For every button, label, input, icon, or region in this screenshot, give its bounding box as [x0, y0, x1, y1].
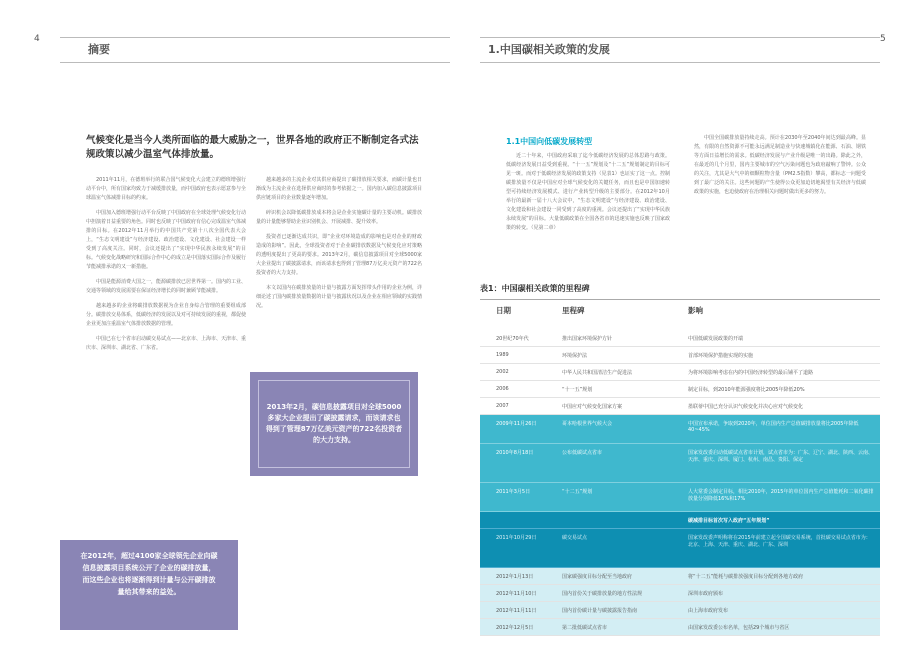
paragraph: 2011年11月，在德班举行的联合国气候变化大会建立的德班增强行动平台中，所有国家均致力于减缓排放量，而中国政府也表示愿意参与全球温室气体减排目标的约束。 [86, 177, 246, 201]
paragraph: 越来越多的主流企业对其供应商提出了碳排放相关要求，而碳计量也日渐成为主流企业在选择供应商时的参考依据之一。国内加入碳信息披露项目供应链项目的企业数量逐年增加。 [256, 177, 422, 201]
paragraph: 中国已在七个省市启动碳交易试点——北京市、上海市、天津市、重庆市、深圳市、湖北省、广东省。 [86, 336, 246, 351]
table-row [480, 347, 880, 364]
paragraph: 中国全国碳排放量持续走高。预计在2030年至2040年间达到最高峰。显然，有限的自然资源不可能永远满足制造业与快速城镇化在能源、石油、钢铁等方面日益增长的需求。低碳经济发展与产业升级是唯一的出路。除此之外，在最近的几个月里，国内主要城市的空气污染问题也为政府敲响了警钟。公众的关注，尤其是大气中的细颗粒物含量（PM2.5指数）攀高，都标志一问题受到了最广泛的关注。这些问题的产生使得公众更加迫切地渴望有关经济与低碳政策的实施，也迫使政府在治理相关问题时做出更多的努力。 [694, 135, 866, 195]
left-page [60, 0, 450, 655]
column-header-milestone: 里程碑 [562, 306, 585, 315]
paragraph: 本文以国内在碳排放量的计量与披露方面发挥带头作用的企业为例，详细论述了国内碳排放量数据的计量与披露状况以及企业在相应领域的实践情况。 [256, 285, 422, 309]
section-header [60, 37, 450, 63]
subsection-title: 1.1中国向低碳发展转型 [506, 137, 593, 146]
table-row [480, 330, 880, 347]
cell-impact: 为将环境影响考虑在内的中国经济转型的最后铺平了道路 [688, 370, 814, 376]
cell-date: 2009年11月26日 [496, 421, 537, 427]
callout-box-companies [60, 540, 238, 630]
cell-date: 2011年3月5日 [496, 489, 531, 495]
cell-date: 20世纪70年代 [496, 336, 529, 342]
table-row [480, 619, 880, 636]
cell-date: 2012年1月13日 [496, 574, 534, 580]
cell-date: 2012年12月5日 [496, 625, 534, 631]
cell-milestone: 国家碳强度目标分配至当地政府 [562, 574, 633, 580]
cell-impact: 深圳市政府颁布 [688, 591, 724, 597]
table-header [480, 300, 880, 330]
cell-date: 2012年11月10日 [496, 591, 537, 597]
cell-impact: 人大常委会制定目标，相比2010年，2015年的单位国内生产总值能耗和二氧化碳排放量分别降低16%和17% [688, 489, 874, 502]
table-row [480, 512, 880, 529]
table-row [480, 381, 880, 398]
cell-date: 2002 [496, 369, 509, 375]
cell-milestone: 碳交易试点 [562, 535, 588, 541]
table-row [480, 568, 880, 585]
paragraph: 投资者已逐渐达成共识，即“企业对环境造成的影响也是对企业的财政造成的影响”。因此，全球投资者对于企业碳排放数据及气候变化应对策略的透明度提出了更高的要求。2013年2月，碳信息披露项目对全球5000家大企业提出了碳披露请求，而该请求也得到了管理87万亿美元资产的722名投资者的大力支持。 [256, 234, 422, 276]
paragraph: 中国加入德班增强行动平台反映了中国政府在全球处理气候变化行动中担演着日益重要的角色。同时也反映了中国政府有信心完成温室气体减排的目标。在2012年11月举行的中国共产党第十八次全国代表大会上，“生态文明建设”与经济建设、政治建设、文化建设、社会建设一样受到了高度关注。同时，会议还提出了“实现中华民族永续发展”的目标。气候变化战略研究和国际合作中心的成立是中国落实国际合作及履行节能减排承诺的又一新措施。 [86, 210, 246, 270]
cell-impact: 墨联蒂中国已充分认识气候变化并决心应对气候变化 [688, 404, 804, 410]
table-title: 表1：中国碳相关政策的里程碑 [480, 283, 880, 300]
section-title: 1.中国碳相关政策的发展 [488, 43, 610, 56]
cell-date: 1989 [496, 352, 509, 358]
section-header [480, 37, 880, 63]
callout-box-investors [250, 372, 418, 476]
cell-impact: 国家发改委启动低碳试点省市计划，试点省市为：广东、辽宁、湖北、陕西、云南、天津、重庆、深圳、厦门、杭州、南昌、贵阳、保定 [688, 450, 874, 463]
paragraph: 越来越多的企业将碳排放数据视为企业自身综合管理的重要组成部分。碳排放交易体系，低碳经济的发展以及对可持续发展的重视，都促使企业更加注重温室气体排放数据的管理。 [86, 303, 246, 327]
cell-milestone: 中国应对气候变化国家方案 [562, 404, 623, 410]
paragraph: 中国是能源消费大国之一，能源碳排放已居世界第一。国内的工业、交通等领域的发展需要在保证经济增长的同时兼顾节能减排。 [86, 279, 246, 294]
section-title: 摘要 [88, 43, 110, 56]
cell-date: 2011年10月29日 [496, 535, 537, 541]
cell-impact-highlight: 碳减排目标首次写入政府“五年规划” [688, 518, 770, 524]
page-number-right: 5 [880, 34, 886, 44]
cell-impact: 由上海市政府发布 [688, 608, 729, 614]
callout-text: 在2012年，超过4100家全球领先企业向碳信息披露项目系统公开了企业的碳排放量，而这些企业也将逐渐得到计量与公开碳排放量给其带来的益处。 [80, 552, 218, 596]
table-row [480, 415, 880, 444]
paragraph: 碎识机会以降低碳排放成本将会是企业实施碳计量的主要动机。碳排放量的计量能够帮助企业识别机会、开展减排、提升效率。 [256, 210, 422, 225]
cell-milestone: 环境保护法 [562, 353, 588, 359]
cell-impact: 由国家发改委公布名单，包括29个城市与省区 [688, 625, 790, 631]
cell-impact: 中国低碳发展政策的开端 [688, 336, 744, 342]
table-row [480, 444, 880, 483]
cell-milestone: 国内首份关于碳排放量的地方性法规 [562, 591, 643, 597]
cell-date: 2007 [496, 403, 509, 409]
right-column-2 [694, 134, 866, 242]
cell-impact: 将“十二五”能耗与碳排放强度目标分配到各地方政府 [688, 574, 804, 580]
table-row [480, 483, 880, 512]
cell-date: 2012年11月11日 [496, 608, 537, 614]
cell-date: 2010年8月18日 [496, 450, 534, 456]
cell-milestone: 第二批低碳试点省市 [562, 625, 608, 631]
cell-milestone: 中华人民共和国清洁生产促进法 [562, 370, 633, 376]
cell-milestone: “十二五”规划 [562, 489, 593, 495]
cell-milestone: 国内首份碳计量与碳披露报告指南 [562, 608, 638, 614]
cell-impact: 制定目标，到2010年能源强度将比2005年降低20% [688, 387, 805, 393]
cell-milestone: “十一五”规划 [562, 387, 593, 393]
milestone-table [480, 330, 880, 636]
table-row [480, 602, 880, 619]
cell-milestone: 哥本哈根世界气候大会 [562, 421, 613, 427]
cell-milestone: 公布低碳试点省市 [562, 450, 603, 456]
cell-milestone: 推出国家环境保护方针 [562, 336, 613, 342]
cell-date: 2006 [496, 386, 509, 392]
column-header-date: 日期 [496, 306, 511, 315]
cell-impact: 国家发改委声明称将在2015年前建立起全国碳交易系统，首批碳交易试点省市为：北京、上海、天津、重庆、湖北、广东、深圳 [688, 535, 871, 548]
table-row [480, 585, 880, 602]
callout-text: 2013年2月，碳信息披露项目对全球5000多家大企业提出了碳披露请求，而该请求也得到了管理87万亿美元资产的722名投资者的大力支持。 [265, 403, 403, 444]
table-row [480, 364, 880, 381]
page-number-left: 4 [34, 34, 40, 44]
paragraph: 近二十年来，中国政府采取了迄今低碳经济发展的总体思路与政策。低碳经济发展日益受到重视。“十一五”规划及“十二五”规划制定的目标可见一斑。而对于低碳经济发展的政策支持（见表1）也证实了这一点。控制碳排放量不仅是中国应对全球气候变化的关键任务，而且也是中国加速转型可持续经济发展模式、进行产业转型升级的主要部分。在2012年10月举行的最新一届十八大会议中，“生态文明建设”与经济建设、政治建设、文化建设和社会建设一同受到了高度的重视。会议还提出了“实现中华民族永续发展”的目标。大量低碳政策在全国各省市的迅速实施也反映了国家政策的转变。（见第二章） [506, 153, 670, 231]
cell-impact: 中国宣布承诺，争取到2020年，单位国内生产总值碳排放量将比2005年降低40~45% [688, 421, 859, 433]
left-column-1 [86, 176, 246, 536]
cell-impact: 首部环境保护措施实现的实施 [688, 353, 754, 359]
right-column-1 [506, 152, 670, 252]
lead-paragraph: 气候变化是当今人类所面临的最大威胁之一，世界各地的政府正不断制定各式法规政策以减少温室气体排放量。 [86, 135, 419, 160]
left-column-2 [256, 176, 422, 346]
column-header-impact: 影响 [688, 306, 703, 315]
right-page [480, 0, 880, 655]
table-row [480, 529, 880, 568]
table-row [480, 398, 880, 415]
